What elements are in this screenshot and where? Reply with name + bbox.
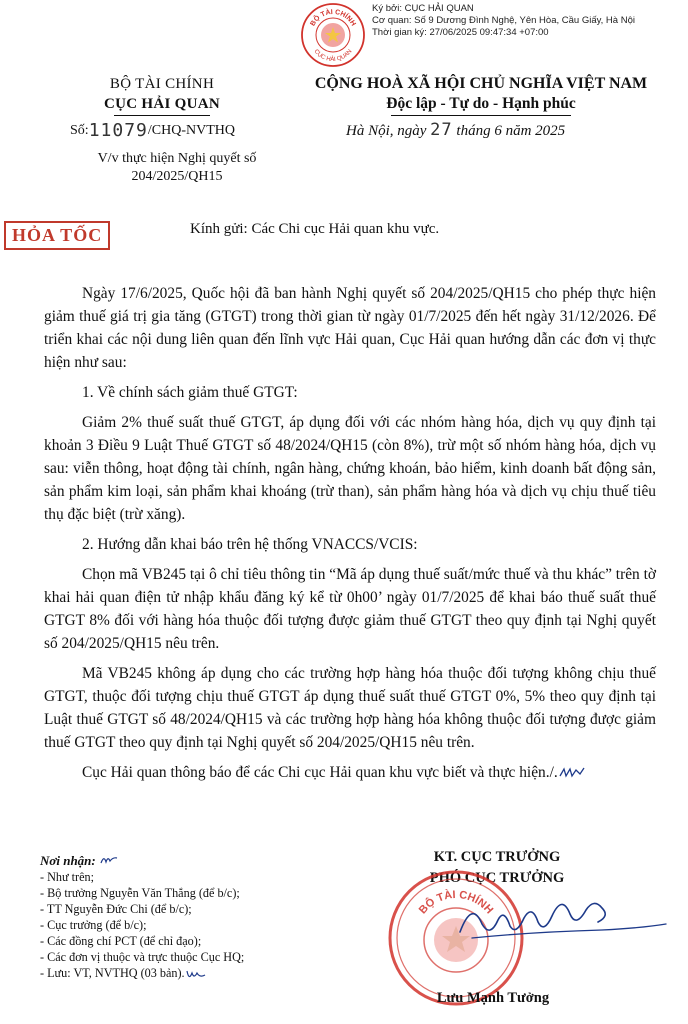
department-name: CỤC HẢI QUAN [103, 96, 221, 112]
svg-text:BỘ TÀI CHÍNH: BỘ TÀI CHÍNH [416, 888, 496, 917]
urgency-stamp: HỎA TỐC [4, 221, 110, 250]
digital-signature-info [372, 3, 635, 39]
national-motto: Độc lập - Tự do - Hạnh phúc [386, 95, 576, 112]
signer-name: Lưu Mạnh Tưởng [436, 990, 550, 1006]
top-official-stamp [300, 2, 366, 68]
recipient-item: - Bộ trưởng Nguyễn Văn Thắng (để b/c); [40, 886, 240, 900]
issue-date [346, 120, 565, 141]
date-prefix: Hà Nội, ngày [346, 123, 431, 139]
recipient-item: - TT Nguyễn Đức Chi (để b/c); [40, 902, 192, 916]
initial-mark-icon [185, 967, 207, 981]
signed-by: Ký bởi: CỤC HẢI QUAN [372, 3, 474, 14]
closing-text: Cục Hải quan thông báo để các Chi cục Hải quan khu vực biết và thực hiện./. [82, 764, 558, 781]
body-paragraph-intro: Ngày 17/6/2025, Quốc hội đã ban hành Nghị quyết số 204/2025/QH15 cho phép thực hiện giảm thuế giá trị gia tăng (GTGT) trong thời gian từ ngày 01/7/2025 đến hết ngày 31/12/2026. Để triển khai các nội dung liên quan đến lĩnh vực Hải quan, Cục Hải quan hướng dẫn các đơn vị thực hiện như sau: [44, 285, 656, 371]
recipient-item: - Cục trưởng (để b/c); [40, 918, 147, 932]
recipient-line: Kính gửi: Các Chi cục Hải quan khu vực. [190, 221, 440, 237]
document-subject [72, 150, 282, 186]
recipients-title: Nơi nhận: [40, 853, 96, 868]
recipients-title-row [40, 852, 340, 869]
body-paragraph-closing [44, 761, 656, 784]
date-day: 27 [430, 120, 453, 140]
recipient-item: - Các đơn vị thuộc và trực thuộc Cục HQ; [40, 950, 245, 964]
initial-mark-icon [99, 853, 119, 865]
svg-text:BỘ TÀI CHÍNH: BỘ TÀI CHÍNH [309, 8, 357, 28]
header-left-rule [114, 115, 210, 116]
subject-line-2: 204/2025/QH15 [131, 169, 223, 184]
handwritten-signature [452, 880, 672, 960]
header-right-rule [391, 115, 571, 116]
signer-title: PHÓ CỤC TRƯỞNG [429, 870, 565, 886]
document-number [70, 122, 235, 140]
section-heading-1: 1. Về chính sách giảm thuế GTGT: [82, 384, 298, 401]
signing-authority: KT. CỤC TRƯỞNG [433, 849, 561, 865]
body-paragraph-vb245-exclusions: Mã VB245 không áp dụng cho các trường hợp hàng hóa thuộc đối tượng không chịu thuế GTGT, thuộc đối tượng chịu thuế GTGT áp dụng thuế suất thuế GTGT 0%, 5% theo quy định tại Luật thuế GTGT số 48/2024/QH15 và các trường hợp hàng hóa không thuộc đối tượng được giảm thuế GTGT theo quy định tại Nghị quyết số 204/2025/QH15 nêu trên. [44, 665, 656, 751]
recipients-list [40, 852, 340, 981]
signing-time: Thời gian ký: 27/06/2025 09:47:34 +07:00 [372, 27, 549, 38]
signing-agency: Cơ quan: Số 9 Dương Đình Nghệ, Yên Hòa, Cầu Giấy, Hà Nội [372, 15, 635, 26]
svg-text:CỤC HẢI QUAN: CỤC HẢI QUAN [312, 48, 354, 64]
date-suffix: tháng 6 năm 2025 [452, 123, 566, 139]
body-paragraph-vb245-usage: Chọn mã VB245 tại ô chỉ tiêu thông tin “Mã áp dụng thuế suất/mức thuế và thu khác” trên tờ khai hải quan điện tử nhập khẩu đăng ký kể từ 0h00’ ngày 01/7/2025 để khai báo thuế suất thuế GTGT 8% đối với hàng hóa thuộc đối tượng được giảm thuế GTGT theo quy định tại Nghị quyết số 204/2025/QH15 nêu trên. [44, 566, 656, 652]
initial-mark-icon [558, 765, 586, 779]
ministry-name: BỘ TÀI CHÍNH [109, 76, 215, 92]
document-body [44, 282, 656, 784]
section-heading-2: 2. Hướng dẫn khai báo trên hệ thống VNACCS/VCIS: [82, 536, 418, 553]
nation-name: CỘNG HOÀ XÃ HỘI CHỦ NGHĨA VIỆT NAM [314, 75, 648, 92]
subject-line-1: V/v thực hiện Nghị quyết số [97, 151, 257, 166]
national-header [282, 74, 680, 116]
doc-number-suffix: /CHQ-NVTHQ [147, 123, 235, 138]
recipient-item: - Như trên; [40, 870, 94, 884]
doc-number-value: 11079 [88, 120, 148, 141]
recipient-item: - Các đồng chí PCT (để chỉ đạo); [40, 934, 202, 948]
body-paragraph-tax-reduction: Giảm 2% thuế suất thuế GTGT, áp dụng đối với các nhóm hàng hóa, dịch vụ quy định tại khoản 3 Điều 9 Luật Thuế GTGT số 48/2024/QH15 (còn 8%), trừ một số nhóm hàng hóa, dịch vụ sau: viễn thông, hoạt động tài chính, ngân hàng, chứng khoán, bảo hiểm, kinh doanh bất động sản, sản phẩm kim loại, sản phẩm khai khoáng (trừ than), sản phẩm hàng hóa và dịch vụ chịu thuế tiêu thụ đặc biệt (trừ xăng). [44, 414, 656, 523]
issuer-header [44, 74, 280, 116]
doc-number-prefix: Số: [70, 123, 89, 138]
recipient-item: - Lưu: VT, NVTHQ (03 bản). [40, 965, 340, 981]
